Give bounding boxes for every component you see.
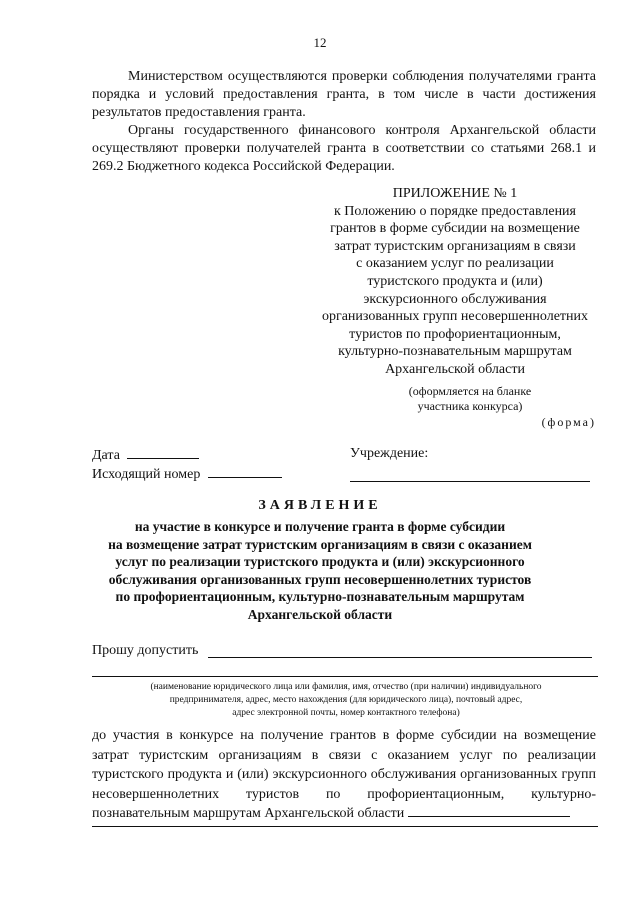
page-number: 12 bbox=[313, 35, 327, 50]
application-title: ЗАЯВЛЕНИЕ bbox=[258, 498, 382, 513]
request-label: Прошу допустить bbox=[92, 643, 199, 658]
subtitle-line: по профориентационным, культурно-познавательным маршрутам bbox=[115, 589, 525, 604]
subtitle-line: услуг по реализации туристского продукта и (или) экскурсионного bbox=[115, 554, 525, 569]
request-body bbox=[92, 726, 596, 824]
blank-note-line: (оформляется на бланке bbox=[408, 384, 532, 398]
subtitle-line: обслуживания организованных групп несовершеннолетних туристов bbox=[108, 571, 532, 587]
annex-title: ПРИЛОЖЕНИЕ № 1 bbox=[392, 186, 518, 201]
annex-line: затрат туристским организациям в связи bbox=[334, 238, 576, 254]
annex-line: культурно-познавательным маршрутам bbox=[338, 344, 572, 360]
annex-line: туристского продукта и (или) bbox=[367, 273, 543, 289]
request-caption bbox=[96, 681, 596, 720]
application-subtitle bbox=[0, 518, 640, 623]
subtitle-line: Архангельской области bbox=[247, 606, 393, 622]
subtitle-line: на участие в конкурсе и получение гранта в форме субсидии bbox=[134, 519, 506, 534]
caption-line: адрес электронной почты, номер контактного телефона) bbox=[232, 708, 460, 718]
request-blank[interactable] bbox=[208, 657, 592, 658]
annex-line: Архангельской области bbox=[385, 361, 525, 377]
request-body-text: до участия в конкурсе на получение грантов в форме субсидии на возмещение затрат туристским организациям в связи с оказанием услуг по реализации туристского продукта и (или) экскурсионного обслуживания организованных групп несовершеннолетних туристов по профориентационным, культурно-познавательным маршрутам Архангельской области bbox=[92, 728, 596, 821]
date-field[interactable] bbox=[92, 446, 199, 464]
annex-block bbox=[300, 185, 610, 379]
caption-line: предпринимателя, адрес, место нахождения (для юридического лица), почтовый адрес, bbox=[169, 695, 523, 705]
annex-line: экскурсионного обслуживания bbox=[363, 291, 547, 307]
blank-note-line: участника конкурса) bbox=[417, 399, 523, 413]
date-label: Дата bbox=[92, 448, 120, 463]
annex-line: к Положению о порядке предоставления bbox=[334, 203, 576, 219]
body-inline-blank[interactable] bbox=[408, 804, 570, 817]
outgoing-number-label: Исходящий номер bbox=[92, 467, 201, 482]
institution-label: Учреждение: bbox=[350, 446, 429, 461]
paragraph-inspections: Министерством осуществляются проверки соблюдения получателями гранта порядка и условий предоставления гранта, в том числе в части достижения результатов предоставления гранта. bbox=[92, 69, 596, 120]
annex-line: туристов по профориентационным, bbox=[349, 326, 561, 342]
request-blank-second[interactable] bbox=[92, 676, 598, 677]
subtitle-line: на возмещение затрат туристским организациям в связи с оказанием bbox=[108, 536, 532, 552]
outgoing-number-field[interactable] bbox=[92, 465, 282, 483]
outgoing-number-blank[interactable] bbox=[208, 465, 282, 478]
bottom-blank[interactable] bbox=[92, 826, 598, 827]
annex-line: с оказанием услуг по реализации bbox=[356, 256, 554, 272]
caption-line: (наименование юридического лица или фамилия, имя, отчество (при наличии) индивидуального bbox=[150, 682, 542, 692]
annex-line: грантов в форме субсидии на возмещение bbox=[330, 221, 580, 237]
annex-line: организованных групп несовершеннолетних bbox=[321, 309, 589, 325]
blank-note bbox=[390, 384, 550, 414]
institution-blank[interactable] bbox=[350, 481, 590, 482]
paragraph-financial-control: Органы государственного финансового контроля Архангельской области осуществляют проверки получателей гранта в соответствии со статьями 268.1 и 269.2 Бюджетного кодекса Российской Федерации. bbox=[92, 123, 596, 174]
date-blank[interactable] bbox=[127, 446, 199, 459]
form-label: (форма) bbox=[541, 415, 596, 429]
